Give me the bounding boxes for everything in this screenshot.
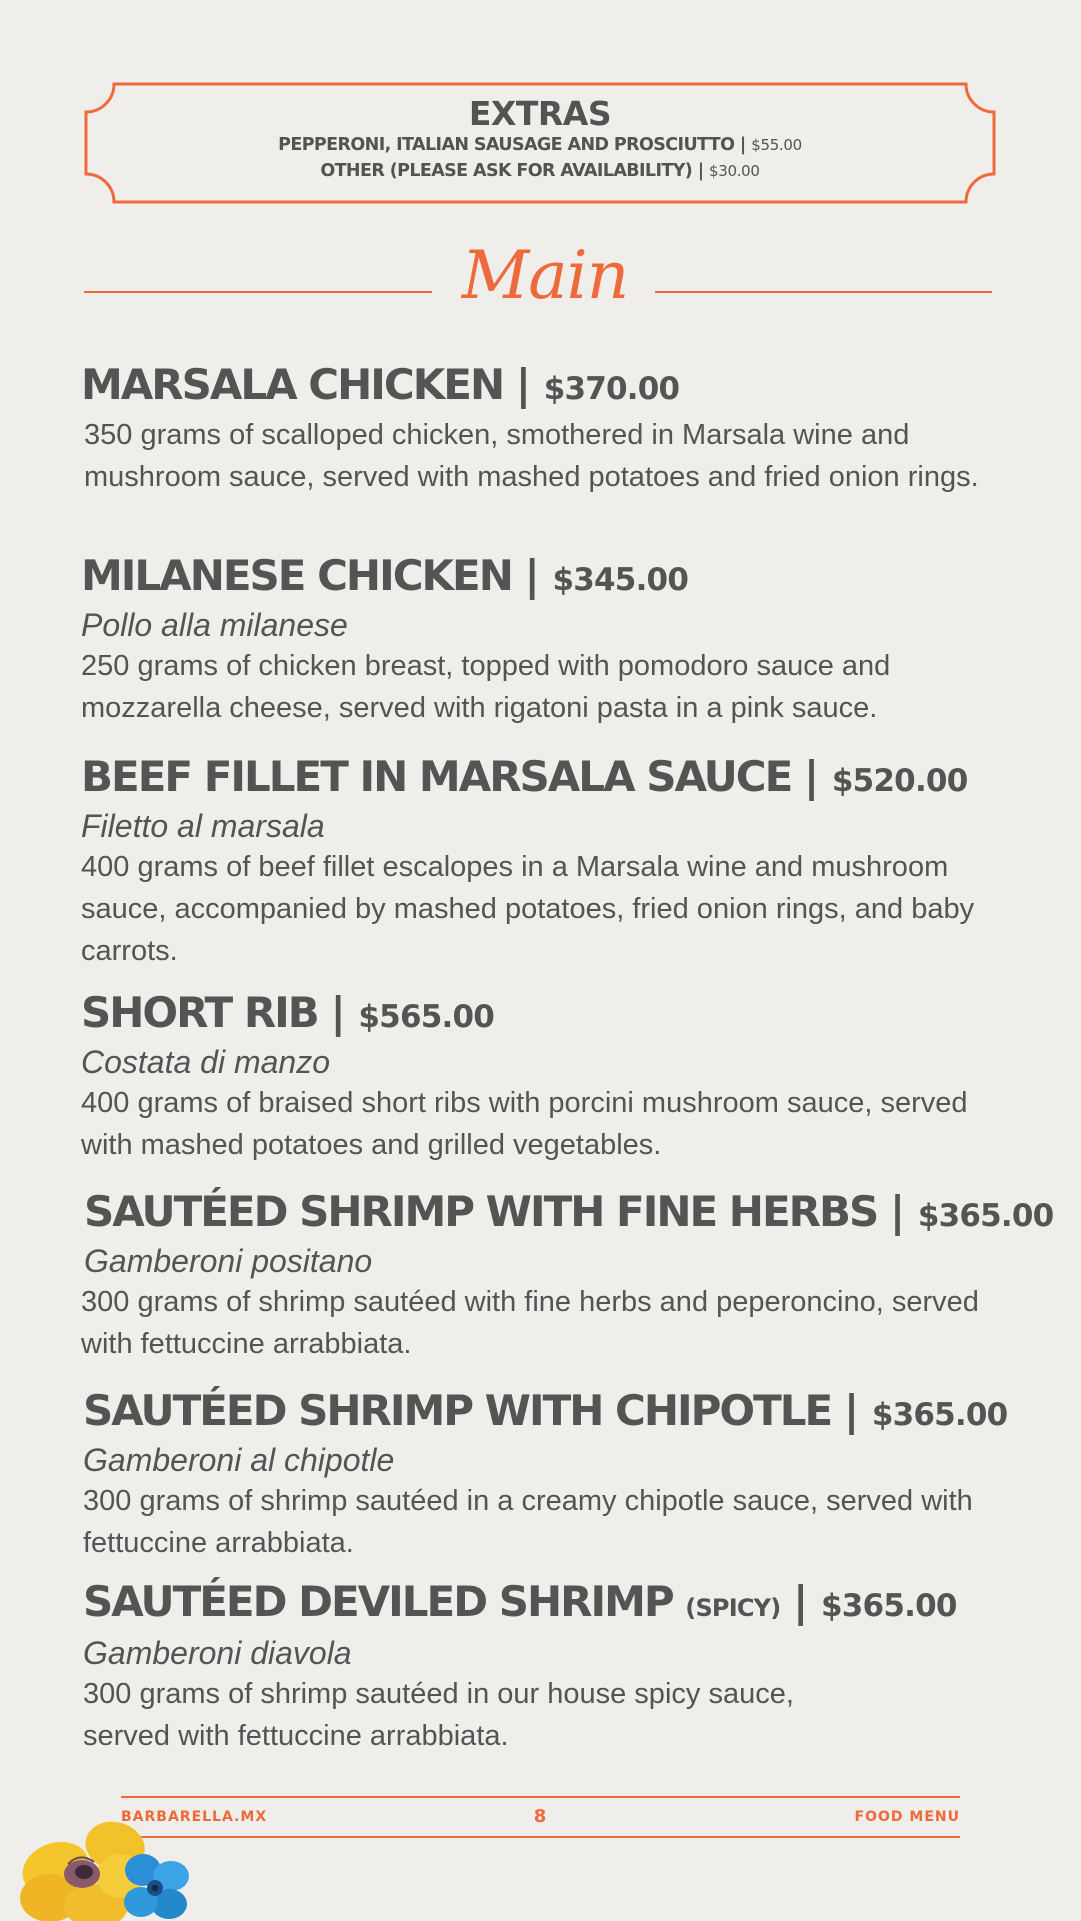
item-name-line: [81, 551, 1011, 605]
extras-meats-text: PEPPERONI, ITALIAN SAUSAGE AND PROSCIUTTO |: [278, 135, 746, 155]
item-price: $565.00: [358, 999, 495, 1035]
item-name-line: [81, 360, 1011, 414]
menu-item-shrimp-fine-herbs: [81, 1187, 1054, 1365]
item-description-line-2: served with fettuccine arrabbiata.: [83, 1720, 509, 1752]
flower-illustration-icon: [10, 1808, 210, 1921]
extras-line-meats: [84, 132, 996, 158]
item-description: 350 grams of scalloped chicken, smothered in Marsala wine and mushroom sauce, served with mashed potatoes and fried onion rings.: [84, 419, 979, 493]
item-italian-name: Gamberoni diavola: [83, 1635, 352, 1671]
extras-line-other: [84, 158, 996, 184]
footer-site-link[interactable]: BARBARELLA.MX: [121, 1809, 268, 1825]
page-number: 8: [533, 1806, 547, 1827]
item-price: $370.00: [543, 371, 680, 407]
menu-item-shrimp-chipotle: [83, 1386, 1013, 1564]
extras-other-text: OTHER (PLEASE ASK FOR AVAILABILITY) |: [320, 161, 704, 181]
item-name: SAUTÉED DEVILED SHRIMP: [83, 1577, 673, 1626]
footer-menu-label: FOOD MENU: [854, 1809, 960, 1825]
item-name: MARSALA CHICKEN: [81, 360, 504, 409]
menu-item-beef-fillet: [81, 752, 1011, 972]
item-separator: |: [524, 551, 540, 600]
section-rule-left: [84, 291, 432, 293]
item-italian-name: Filetto al marsala: [81, 808, 325, 844]
section-title: Main: [461, 237, 629, 314]
item-separator: |: [889, 1187, 906, 1236]
item-italian-name: Gamberoni positano: [84, 1243, 373, 1279]
item-description: 250 grams of chicken breast, topped with pomodoro sauce and mozzarella cheese, served with rigatoni pasta in a pink sauce.: [81, 650, 891, 724]
item-description: 300 grams of shrimp sautéed with fine herbs and peperoncino, served with fettuccine arrabbiata.: [81, 1286, 979, 1360]
item-italian-name: Costata di manzo: [81, 1044, 331, 1080]
item-name: SHORT RIB: [81, 988, 318, 1037]
item-separator: |: [843, 1386, 860, 1435]
extras-meats-price: $55.00: [751, 136, 802, 154]
item-separator: |: [793, 1577, 809, 1626]
item-separator: |: [803, 752, 820, 801]
menu-item-marsala-chicken: [81, 360, 1011, 498]
item-name: MILANESE CHICKEN: [81, 551, 512, 600]
item-price: $365.00: [917, 1198, 1054, 1234]
item-description: 400 grams of braised short ribs with porcini mushroom sauce, served with mashed potatoes and grilled vegetables.: [81, 1087, 968, 1161]
extras-title: EXTRAS: [468, 94, 612, 133]
item-name-line: [81, 988, 1011, 1042]
item-separator: |: [330, 988, 346, 1037]
item-description-line-1: 300 grams of shrimp sautéed in our house spicy sauce,: [83, 1678, 794, 1710]
item-name-line: [84, 1187, 1054, 1241]
menu-item-short-rib: [81, 988, 1011, 1166]
item-name-line: [83, 1577, 1013, 1633]
item-price: $365.00: [821, 1588, 957, 1624]
item-price: $520.00: [831, 763, 968, 799]
footer-rule-top: [121, 1796, 960, 1798]
extras-box: [84, 82, 996, 204]
item-italian-name: Pollo alla milanese: [81, 607, 348, 643]
item-price: $365.00: [871, 1397, 1008, 1433]
item-name: BEEF FILLET IN MARSALA SAUCE: [81, 752, 792, 801]
item-description: 400 grams of beef fillet escalopes in a Marsala wine and mushroom sauce, accompanied by mashed potatoes, fried onion rings, and baby carrots.: [81, 851, 975, 967]
item-name: SAUTÉED SHRIMP WITH FINE HERBS: [84, 1187, 878, 1236]
item-name-line: [81, 752, 1011, 806]
item-italian-name: Gamberoni al chipotle: [83, 1442, 395, 1478]
section-rule-right: [655, 291, 992, 293]
item-separator: |: [515, 360, 532, 409]
item-name-line: [83, 1386, 1013, 1440]
item-price: $345.00: [552, 562, 689, 598]
item-description: 300 grams of shrimp sautéed in a creamy chipotle sauce, served with fettuccine arrabbiata.: [83, 1485, 973, 1559]
extras-other-price: $30.00: [708, 162, 760, 180]
menu-item-deviled-shrimp: [83, 1577, 1013, 1757]
menu-item-milanese-chicken: [81, 551, 1011, 729]
item-name: SAUTÉED SHRIMP WITH CHIPOTLE: [83, 1386, 832, 1435]
footer-rule-bottom: [121, 1836, 960, 1838]
item-spicy-note: (SPICY): [685, 1594, 781, 1622]
